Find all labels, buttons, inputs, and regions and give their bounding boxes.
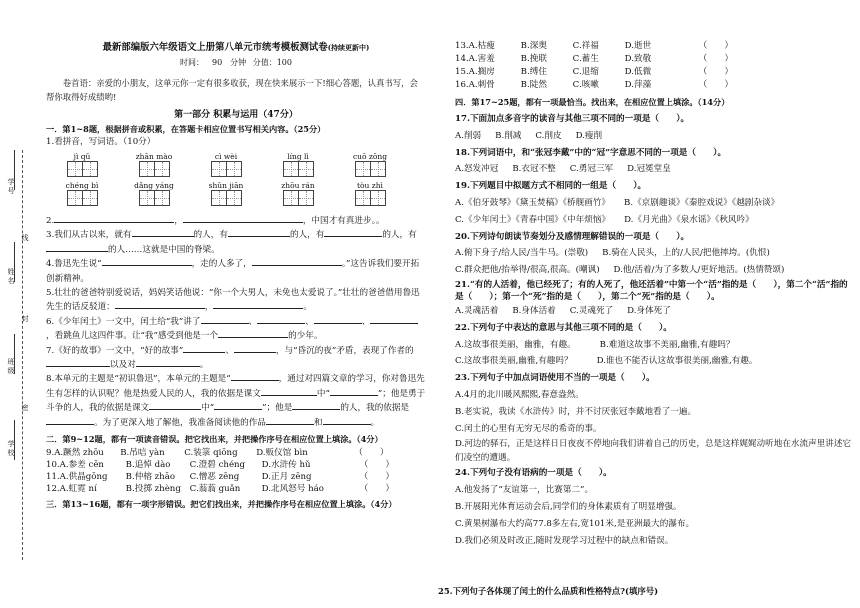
answer-cell[interactable]	[211, 190, 227, 206]
q8-text-e: 中“	[201, 403, 215, 414]
blank[interactable]	[214, 401, 262, 410]
answer-cell[interactable]	[139, 161, 155, 177]
q24-stem: 24.下列句子没有语病的一项是（ ）。	[455, 468, 612, 479]
option[interactable]: B.追悼 dào	[125, 460, 171, 471]
q23-stem: 23.下列句子中加点词语使用不当的一项是（ ）。	[455, 373, 655, 384]
time-label: 时间：	[179, 58, 204, 67]
q3-text-c: 的人，有	[289, 230, 325, 241]
student-id-label: 学号	[7, 178, 15, 195]
q3-text-a: 3.我们从古以来，就有	[46, 230, 132, 241]
exam-title-note: (持续更新中)	[327, 43, 370, 52]
q7-text-e: 。	[199, 360, 209, 371]
option[interactable]: B.骑在人民头，上的/人民/把他摔垮。(仇恨)	[602, 248, 770, 259]
option[interactable]: C.祥福	[572, 41, 599, 51]
q22-options-cd	[455, 353, 855, 370]
answer-cell[interactable]	[371, 190, 386, 206]
q2-number: 2.	[46, 216, 55, 226]
q6-text-b: 、	[248, 316, 258, 327]
answer-paren[interactable]: （ ）	[698, 80, 734, 90]
q4-text-c: 。”这告诉我们要开拓创新精神。	[46, 259, 420, 284]
option[interactable]: B.身体活着	[512, 305, 556, 316]
pinyin-item	[262, 151, 334, 177]
option[interactable]: B.开展阳光体育运动会后,同学们的身体素质有了明显增强。	[455, 501, 682, 512]
q8-text-c: 中“	[316, 388, 330, 399]
blank[interactable]	[213, 300, 303, 309]
seal-mark-mi: 密	[21, 404, 29, 412]
question-number: 11.	[46, 472, 60, 483]
class-blank[interactable]	[14, 334, 15, 374]
exam-meta	[46, 57, 426, 68]
q19-options-cd	[455, 212, 855, 229]
section2-title: 二．第9~12题，都有一项读音错误。把它找出来，并把操作序号在相应位置上填涂。（4分）	[46, 434, 383, 445]
blank[interactable]	[218, 329, 288, 338]
answer-paren[interactable]: （ ）	[359, 484, 395, 495]
blank[interactable]	[323, 416, 371, 425]
choice-row	[455, 40, 855, 53]
option[interactable]: C.黄果树瀑布大约高77.8多左右,宽101米,是亚洲最大的瀑布。	[455, 518, 695, 529]
q3-text-b: 的人，有	[193, 230, 228, 241]
blank[interactable]	[261, 387, 317, 396]
option[interactable]: A.枯瘦	[468, 41, 495, 51]
q4-text-b: ，走的人多了，	[191, 259, 252, 270]
blank[interactable]	[266, 416, 314, 425]
blank[interactable]	[324, 228, 382, 237]
blank[interactable]	[136, 358, 200, 367]
answer-cell[interactable]	[371, 161, 386, 177]
name-label: 姓名	[7, 268, 15, 285]
blank[interactable]	[234, 344, 276, 353]
option[interactable]: B.仲榕 zhāo	[125, 472, 175, 483]
choice-row	[455, 66, 855, 79]
pinyin-text: shǔn jiān	[208, 181, 244, 190]
answer-cell[interactable]	[83, 161, 98, 177]
q8-text-b: ，通过对四篇文章的学习，你对鲁迅先生有怎样的认识呢？他是热爱人民的人，我的依据是课文	[46, 374, 425, 399]
q19-options-ab	[455, 195, 855, 212]
q7-text-a: 7.《好的故事》一文中，“好的故事”	[46, 345, 184, 356]
option[interactable]: A.俯下身子/给人民/当牛马。(崇敬)	[455, 248, 589, 259]
answer-cell[interactable]	[227, 161, 242, 177]
q3-text-e: 的人……这就是中国的脊梁。	[108, 244, 220, 255]
q7-text-c: ，与“昏沉的夜”矛盾，表现了作者的	[275, 345, 414, 356]
option[interactable]: A.他发扬了“友谊第一，比赛第二”。	[455, 485, 594, 496]
q8-text-a: 8.本单元的主题是“初识鲁迅”，本单元的主题是“	[46, 374, 231, 385]
answer-cell[interactable]	[155, 161, 170, 177]
question-number: 14.	[455, 54, 469, 64]
option[interactable]: D.萍藻	[624, 80, 652, 90]
blank[interactable]	[183, 344, 225, 353]
option[interactable]: B.吊唁 yàn	[120, 448, 165, 459]
option[interactable]: D.河边的驿石，正是这样日日夜夜不停地向我们讲着自己的历史，总是这样娓娓动听地在水流声里讲述它们凌空的遭遇。	[455, 439, 852, 464]
option[interactable]: B.削减	[495, 130, 522, 141]
option[interactable]: C.灵魂死了	[569, 305, 614, 316]
exam-title-text: 最新部编版六年级语文上册第八单元市统考模板测试卷	[102, 42, 328, 53]
pinyin-item	[46, 151, 118, 177]
name-blank[interactable]	[14, 242, 15, 282]
school-blank[interactable]	[14, 420, 15, 460]
blank[interactable]	[252, 257, 342, 266]
q18-options	[455, 161, 855, 178]
option[interactable]: D.身体死了	[627, 305, 671, 316]
q8-text-f: ”；他是	[262, 403, 293, 414]
q3-text-d: 的人，有	[382, 230, 417, 241]
option[interactable]: B.缚住	[520, 67, 547, 77]
option[interactable]: A.刺骨	[468, 80, 495, 90]
blank[interactable]	[102, 257, 192, 266]
blank[interactable]	[314, 315, 362, 324]
q5-text-b: ，	[204, 302, 214, 313]
q22-options-ab	[455, 337, 855, 354]
blank[interactable]	[228, 228, 290, 237]
answer-cell[interactable]	[211, 161, 227, 177]
option[interactable]: A.搁房	[468, 67, 495, 77]
option[interactable]: C.澄碧 chéng	[189, 460, 246, 471]
answer-cell[interactable]	[155, 190, 170, 206]
option[interactable]: C.蓄生	[572, 54, 599, 64]
question-number: 10.	[46, 460, 60, 471]
q6-text-e: ，看跳鱼儿这四件事。让“我”感受到他是一个	[46, 331, 219, 342]
option[interactable]: A.供晶gōng	[59, 472, 108, 483]
answer-cell[interactable]	[67, 161, 83, 177]
q7	[46, 344, 426, 373]
blank[interactable]	[149, 401, 201, 410]
q17-options	[455, 128, 855, 145]
q5	[46, 286, 426, 315]
question-number: 12.	[46, 484, 60, 495]
choice-row	[46, 447, 426, 459]
q3	[46, 228, 426, 257]
seal-mark-xian: 线	[21, 234, 29, 242]
option[interactable]: B.难道这故事不美丽,幽雅,有趣吗？	[599, 339, 735, 350]
option[interactable]: C.这故事很美丽,幽雅,有趣吗？	[455, 356, 573, 367]
pinyin-row-2	[46, 180, 426, 206]
answer-cell[interactable]	[83, 190, 98, 206]
answer-paren[interactable]: （ ）	[698, 41, 734, 51]
q6-text-c: 、	[305, 316, 314, 327]
option[interactable]: D.正月 zēng	[261, 472, 312, 483]
blank[interactable]	[46, 416, 94, 425]
question-number: 13.	[455, 41, 469, 51]
q21-stem: 21.“有的人活着，他已经死了；有的人死了，他还活着”中第一个“活”指的是（ ），第二个“活”指的是（ ）；第一个“死”指的是（ ），第二个“死”指的是（ ）。	[455, 279, 848, 302]
question-number: 9.	[46, 448, 55, 459]
pinyin-item	[190, 151, 262, 177]
q20-options-ab	[455, 245, 855, 262]
option[interactable]: D.谁也不能否认这故事很美丽,幽雅,有趣。	[596, 356, 758, 367]
option[interactable]: D.低微	[624, 67, 652, 77]
section4-title: 四．第17~25题，都有一项最恰当。找出来，在相应位置上填涂。（14分）	[455, 97, 730, 107]
q18-stem: 18.下列词语中，和“张冠李戴”中的“冠”字意思不同的一项是（ ）。	[455, 147, 727, 158]
q22-stem: 22.下列句子中表达的意思与其他三项不同的是（ ）。	[455, 322, 672, 333]
pinyin-item	[334, 151, 406, 177]
q8-text-d: ”；他是勇于斗争的人，我的依据是课文	[46, 388, 426, 414]
blank[interactable]	[115, 300, 205, 309]
option[interactable]: B.衣冠不整	[512, 164, 556, 175]
q4	[46, 257, 426, 286]
option[interactable]: A.蹶然 zhōu	[54, 448, 104, 459]
blank[interactable]	[132, 228, 194, 237]
option[interactable]: B.深奥	[520, 41, 547, 51]
section1-title: 一．第1~8题，根据拼音或积累，在答题卡相应位置书写相关内容。（25分）	[46, 124, 326, 134]
score-value: 100	[276, 58, 292, 67]
seal-mark-feng: 封	[21, 315, 29, 323]
pinyin-text: cuō zōng	[352, 152, 388, 161]
option[interactable]: D.他/活着/为了多数人/更好地活。(热情赞颂)	[613, 265, 785, 276]
q1-stem: 1.看拼音，写词语。（10分）	[46, 137, 156, 147]
q6	[46, 315, 426, 344]
q21-options	[455, 303, 855, 320]
q13-16-list	[455, 40, 855, 92]
answer-cell[interactable]	[227, 190, 242, 206]
q7-text-d: 以及对	[110, 360, 136, 371]
option[interactable]: B.挽联	[520, 54, 547, 64]
intro-text: 卷首语：亲爱的小朋友，这单元你一定有很多收获，现在快来展示一下!细心答题，认真书写，会帮你取得好成绩哟!	[46, 78, 418, 102]
answer-cell[interactable]	[299, 161, 314, 177]
pinyin-item	[190, 180, 262, 206]
option[interactable]: C.装箓 qiōng	[184, 448, 238, 459]
option[interactable]: C.削皮	[535, 130, 562, 141]
answer-paren[interactable]: （ ）	[698, 67, 734, 77]
pinyin-text: líng lì	[287, 152, 309, 161]
right-column	[455, 40, 855, 549]
answer-cell[interactable]	[283, 190, 299, 206]
option[interactable]: D.贩仪馆 bìn	[256, 448, 308, 459]
answer-cell[interactable]	[355, 190, 371, 206]
q25-stem: 25.下列句子各体现了闰土的什么品质和性格特点?(填序号)	[438, 586, 659, 596]
q6-text-f: 的少年。	[288, 331, 323, 342]
q2-end: ，中国才有真进步。。	[302, 216, 385, 226]
question-number: 15.	[455, 67, 469, 77]
option[interactable]: A.怒发冲冠	[455, 164, 499, 175]
answer-cell[interactable]	[139, 190, 155, 206]
answer-paren[interactable]: （ ）	[354, 448, 389, 459]
pinyin-item	[262, 180, 334, 206]
blank[interactable]	[201, 315, 249, 324]
pinyin-text: jì qǔ	[73, 152, 91, 161]
pinyin-item	[118, 180, 190, 206]
q8-text-g: 的人，我的依据是	[340, 403, 410, 414]
answer-cell[interactable]	[283, 161, 299, 177]
option[interactable]: D.北风怒号 háo	[261, 484, 324, 495]
choice-row	[46, 459, 426, 471]
option[interactable]: C.勇冠三军	[569, 164, 614, 175]
section3-title: 三．第13~16题，都有一项字形错误。把它们找出来，并把操作序号在相应位置上填涂。（4分）	[46, 499, 397, 510]
blank[interactable]	[46, 243, 108, 252]
q5-text-a: 5.壮壮的爸爸特别爱说话，妈妈笑话他说：“你一个大男人，未免也太爱说了。”壮壮的爸爸借用鲁迅先生的话反驳道：	[46, 288, 420, 313]
option[interactable]: C.退缩	[572, 67, 599, 77]
option[interactable]: C.憎恶 zēng	[189, 472, 240, 483]
option[interactable]: A.虹霓 ní	[59, 484, 97, 495]
q5-text-c: 。	[303, 302, 312, 313]
school-label: 学校	[7, 440, 15, 457]
option[interactable]: B.老实说，我读《水浒传》时，并不讨厌张冠李戴地看了一遍。	[455, 406, 697, 417]
binding-strip	[0, 150, 40, 570]
pinyin-item	[334, 180, 406, 206]
q2: 2. ， ，中国才有真进步。。	[46, 216, 385, 226]
option[interactable]: A.4月的北川暖风熙熙,春意盎然。	[455, 389, 584, 400]
option[interactable]: B.投掷 zhèng	[125, 484, 181, 495]
choice-row	[455, 53, 855, 66]
q20-options-cd	[455, 262, 855, 279]
left-column	[46, 0, 426, 512]
blank[interactable]	[292, 401, 340, 410]
answer-cell[interactable]	[67, 190, 83, 206]
option[interactable]: D.水浒传 hǔ	[261, 460, 311, 471]
time-value: 90	[211, 58, 223, 67]
q8-text-j: 。	[370, 417, 380, 428]
q6-text-a: 6.《少年闰土》一文中，闰土给“我”讲了	[46, 316, 201, 327]
blank[interactable]	[231, 372, 279, 381]
answer-cell[interactable]	[299, 190, 314, 206]
blank[interactable]	[370, 315, 418, 324]
part1-title: 第一部分 积累与运用（47分）	[174, 110, 298, 120]
q17-stem: 17.下面加点多音字的读音与其他三项不同的一项是（ ）。	[455, 114, 690, 124]
q9-12-list	[46, 447, 426, 495]
q20-stem: 20.下列诗句朗读节奏划分及感情理解错误的一项是（ ）。	[455, 231, 690, 242]
q8	[46, 372, 426, 430]
student-id-blank[interactable]	[14, 150, 15, 190]
pinyin-text: chéng bì	[65, 181, 99, 190]
exam-title	[46, 42, 426, 53]
q6-text-d: 、	[361, 316, 371, 327]
class-label: 班级	[7, 358, 15, 375]
answer-paren[interactable]: （ ）	[359, 460, 395, 471]
q8-text-i: 和	[313, 417, 323, 428]
pinyin-text: zhān mào	[135, 152, 173, 161]
option[interactable]: B.《京剧趣谈》《秦腔戏说》《越剧杂谈》	[624, 197, 780, 208]
answer-paren[interactable]: （ ）	[359, 472, 395, 483]
option[interactable]: A.参差 cēn	[59, 460, 104, 471]
pinyin-item	[118, 151, 190, 177]
q8-text-h: 。为了更深入地了解他，我准备阅读他的作品	[94, 417, 266, 428]
pinyin-text: tòu zhì	[357, 181, 383, 190]
option[interactable]: A.害羞	[468, 54, 495, 64]
option[interactable]: D.我们必须及时改正,随时发现学习过程中的缺点和错误。	[455, 535, 674, 546]
pinyin-text: dǎng yáng	[134, 181, 174, 190]
pinyin-text: zhōu rán	[281, 181, 315, 190]
option[interactable]: D.冠冕堂皇	[627, 164, 671, 175]
option[interactable]: C.咳嗽	[572, 80, 599, 90]
option[interactable]: D.致敬	[624, 54, 652, 64]
option[interactable]: D.逝世	[624, 41, 652, 51]
question-number: 16.	[455, 80, 469, 90]
choice-row	[46, 483, 426, 495]
option[interactable]: C.蓊蓊 guǎn	[189, 484, 241, 495]
option[interactable]: C.闰土的心里有无穷无尽的希奇的事。	[455, 423, 602, 434]
blank[interactable]	[183, 214, 303, 223]
q4-text-a: 4.鲁迅先生说“	[46, 259, 102, 270]
q19-stem: 19.下列题目中拟题方式不相同的一组是（ ）。	[455, 181, 647, 192]
answer-cell[interactable]	[355, 161, 371, 177]
option[interactable]: A.这故事很美丽，幽雅，有趣。	[455, 339, 576, 350]
option[interactable]: B.陡然	[520, 80, 547, 90]
option[interactable]: A.《伯牙鼓琴》《黛玉焚稿》《桥舰画竹》	[455, 197, 611, 208]
blank[interactable]	[257, 315, 305, 324]
choice-row	[455, 79, 855, 92]
answer-paren[interactable]: （ ）	[698, 54, 734, 64]
seal-line	[22, 150, 23, 560]
choice-row	[46, 471, 426, 483]
option[interactable]: D.瘦削	[575, 130, 603, 141]
option[interactable]: C.群众把他/抬举得/很高,很高。(嘲讽)	[455, 265, 600, 276]
option[interactable]: D.《月光曲》《泉水谣》《秋风吟》	[624, 214, 754, 225]
time-unit: 分钟	[230, 58, 247, 67]
option[interactable]: C.《少年闰土》《青春中国》《中年烦恼》	[455, 214, 611, 225]
option[interactable]: A.削弱	[455, 130, 482, 141]
blank[interactable]	[46, 358, 110, 367]
q7-text-b: 、	[225, 345, 234, 356]
blank[interactable]	[54, 214, 174, 223]
option[interactable]: A.灵魂活着	[455, 305, 499, 316]
pinyin-item	[46, 180, 118, 206]
pinyin-row-1	[46, 151, 426, 177]
blank[interactable]	[330, 387, 378, 396]
score-label: 分值：	[252, 58, 277, 67]
pinyin-text: cì wèi	[214, 152, 238, 161]
